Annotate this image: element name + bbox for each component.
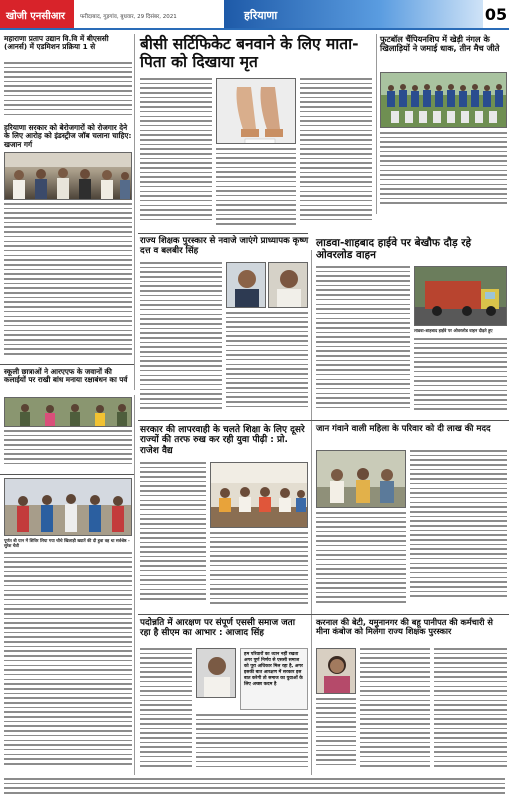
meeting-photo xyxy=(4,152,132,200)
football-headline: फुटबॉल चैंपियनशिप में खेड़ी नंगल के खिलाड़ियों ने जमाई धाक, तीन मैच जीते xyxy=(380,34,500,54)
seminar-photo xyxy=(210,462,308,528)
highway-body-col2 xyxy=(414,338,507,416)
reservation-headline: पदोन्नति में आरक्षण पर संपूर्ण एससी समाज जता रहा है सीएम का आभार : आजाद सिंह xyxy=(140,618,295,639)
reservation-body-col2 xyxy=(196,714,308,774)
football-team-photo xyxy=(380,72,507,128)
dateline: फरीदाबाद, गुड़गांव, बुधवार, 29 दिसंबर, 2021 xyxy=(80,14,177,20)
bpsc-body xyxy=(4,62,132,120)
teacher-portrait-2 xyxy=(268,262,308,308)
divider xyxy=(138,614,509,615)
jobs-headline: हरियाणा सरकार को बेरोजगारों को रोजगार देने के लिए आरोह को इंडस्ट्रीज जॉब चलाना चाहिए: खजान गर्ग xyxy=(4,123,132,149)
reservation-quote-box xyxy=(240,648,308,710)
column-rule xyxy=(134,395,135,775)
footer-text xyxy=(4,778,505,798)
highway-body-col1 xyxy=(316,266,410,416)
education-body-col2 xyxy=(210,532,308,610)
jobs-body xyxy=(4,203,132,361)
players-caption: पूर्णत बी यान में शिविर लिया गया चौथे खिलाड़ी ख्यातें की दी हुवा वह था सर्वश्रेष्ठ - सुरेश चैत्री xyxy=(4,538,130,549)
truck-photo xyxy=(414,266,507,326)
meena-body-col2 xyxy=(434,648,507,774)
education-headline: सरकार की लापरवाही के चलते शिक्षा के लिए दूसरे राज्यों की तरफ रुख कर रही युवा पीढ़ी : प्रो. राजेश वैद्य xyxy=(140,425,305,456)
column-rule xyxy=(134,34,135,390)
award-body-col2 xyxy=(226,312,308,416)
feet-photo xyxy=(216,78,296,144)
education-body-col1 xyxy=(140,462,206,610)
divider xyxy=(138,233,308,234)
players-photo xyxy=(4,478,132,536)
highway-caption: लाडवा-शाहबाद हाईवे पर ओवरलोड वाहन दौड़ते हुए xyxy=(414,328,493,333)
page-number: 05 xyxy=(483,0,509,28)
meena-award-headline: करनाल की बेटी, यमुनानगर की बहू पानीपत की कर्मचारी से मीना कंबोज को मिलेगा राज्य शिक्षक पुरस्कार xyxy=(316,617,493,637)
reservation-quote: हम परिवारों का ध्यान नहीं रखता अगर पूर्ण निर्णय से एससी समाज को पूरा अधिकार मिल रहा है, अगर इसकी बात आरक्षण में सरकार इस बात करेगी तो समाज का युवाओं के लिए अच्छा कदम है xyxy=(244,652,303,687)
teacher-portrait-1 xyxy=(226,262,266,308)
relief-body-col1 xyxy=(316,512,406,610)
meena-body-col0 xyxy=(316,698,356,774)
relief-photo xyxy=(316,450,406,508)
divider xyxy=(0,364,134,365)
highway-headline: लाडवा-शाहबाद हाईवे पर बेखौफ दौड़ रहे ओवरलोड वाहन xyxy=(316,237,472,262)
column-rule xyxy=(311,250,312,775)
raksha-headline: स्कूली छात्राओं ने आरएएफ के जवानों की कलाईयों पर राखी बांध मनाया रक्षाबंधन का पर्व xyxy=(4,367,128,385)
raksha-photo xyxy=(4,397,132,427)
reservation-body-col1 xyxy=(140,648,192,774)
football-body xyxy=(380,132,507,212)
meena-portrait xyxy=(316,648,356,694)
raksha-body xyxy=(4,430,132,470)
section-banner: हरियाणा xyxy=(224,0,483,28)
meena-body-col1 xyxy=(360,648,430,774)
award-body-col1 xyxy=(140,262,222,416)
certificate-body-col1 xyxy=(140,78,212,228)
divider xyxy=(0,474,134,475)
masthead xyxy=(0,0,509,30)
relief-headline: जान गंवाने वाली महिला के परिवार को दी लाख की मदद xyxy=(316,424,491,434)
leader-portrait xyxy=(196,648,236,698)
bpsc-headline: महाराणा प्रताप उद्यान वि.वि में बीएससी (आनर्स) में एडमिशन प्रक्रिया 1 से xyxy=(4,34,109,52)
award-headline: राज्य शिक्षक पुरस्कार से नवाजे जाएंगे प्राध्यापक कृष्ण दत्त व बलबीर सिंह xyxy=(140,236,309,256)
divider xyxy=(138,420,509,421)
certificate-body-col2 xyxy=(216,148,296,230)
certificate-body-col3 xyxy=(300,78,372,228)
column-rule xyxy=(376,34,377,214)
footer-strip xyxy=(0,776,509,800)
brand-name: खोजी एनसीआर xyxy=(0,0,74,28)
relief-body-col2 xyxy=(410,450,507,610)
certificate-headline: बीसी सर्टिफिकेट बनवाने के लिए माता-पिता को दिखाया मृत xyxy=(140,35,359,71)
players-body xyxy=(4,552,132,774)
